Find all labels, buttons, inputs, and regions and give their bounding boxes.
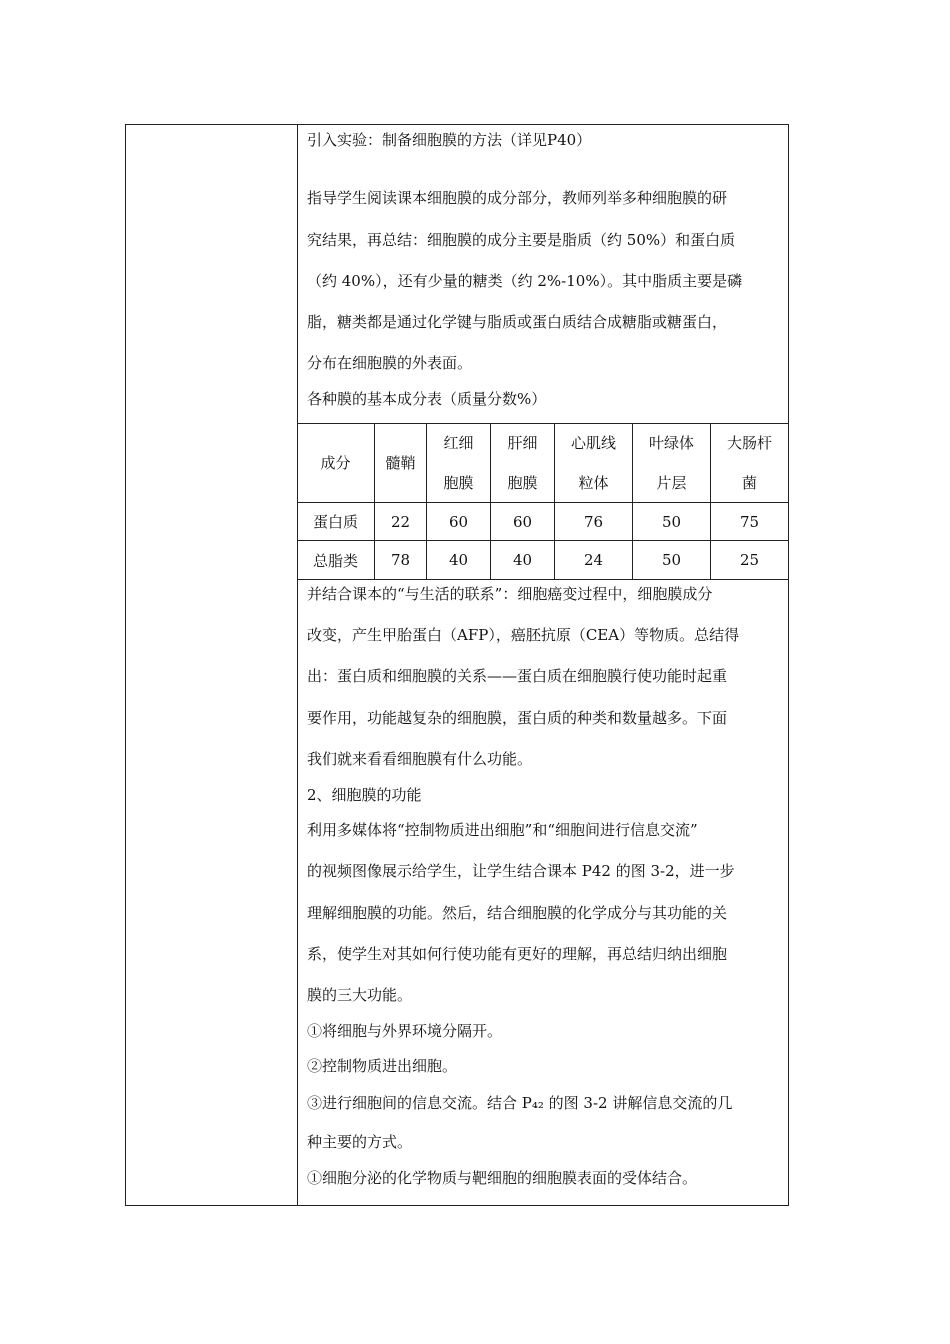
table-cell: 总脂类 bbox=[297, 541, 375, 580]
para1-line: 究结果，再总结：细胞膜的成分主要是脂质（约 50%）和蛋白质 bbox=[307, 231, 736, 249]
function-item: ①细胞分泌的化学物质与靶细胞的细胞膜表面的受体结合。 bbox=[307, 1169, 698, 1187]
para2-line: 出：蛋白质和细胞膜的关系——蛋白质在细胞膜行使功能时起重 bbox=[307, 667, 728, 685]
table-cell: 40 bbox=[491, 541, 555, 580]
table-cell: 25 bbox=[711, 541, 789, 580]
para1-line: 指导学生阅读课本细胞膜的成分部分，教师列举多种细胞膜的研 bbox=[307, 189, 728, 207]
table-cell: 50 bbox=[633, 503, 711, 541]
table-cell: 24 bbox=[555, 541, 633, 580]
table-cell: 60 bbox=[427, 503, 491, 541]
header-cell bbox=[633, 423, 711, 503]
function-item: ③进行细胞间的信息交流。结合 P₄₂ 的图 3-2 讲解信息交流的几 bbox=[307, 1094, 733, 1112]
header-line: 胞膜 bbox=[507, 473, 538, 492]
para3-line: 利用多媒体将“控制物质进出细胞”和“细胞间进行信息交流” bbox=[307, 821, 698, 839]
header-cell: 髓鞘 bbox=[375, 423, 427, 503]
table-cell: 22 bbox=[375, 503, 427, 541]
table-cell: 60 bbox=[491, 503, 555, 541]
para3-line: 的视频图像展示给学生，让学生结合课本 P42 的图 3-2，进一步 bbox=[307, 862, 735, 880]
para3-line: 膜的三大功能。 bbox=[307, 986, 413, 1004]
table-cell: 50 bbox=[633, 541, 711, 580]
para2-line: 并结合课本的“与生活的联系”：细胞癌变过程中，细胞膜成分 bbox=[307, 585, 713, 603]
column-divider bbox=[297, 124, 298, 1206]
header-line: 菌 bbox=[741, 473, 757, 492]
header-cell: 成分 bbox=[297, 423, 375, 503]
table-cell: 76 bbox=[555, 503, 633, 541]
para2-line: 改变，产生甲胎蛋白（AFP），癌胚抗原（CEA）等物质。总结得 bbox=[307, 626, 740, 644]
intro-line: 引入实验：制备细胞膜的方法（详见P40） bbox=[307, 131, 592, 149]
para1-line: （约 40%），还有少量的糖类（约 2%-10%）。其中脂质主要是磷 bbox=[307, 272, 743, 290]
header-line: 粒体 bbox=[578, 473, 609, 492]
section-title: 2、细胞膜的功能 bbox=[307, 786, 422, 804]
para3-line: 理解细胞膜的功能。然后，结合细胞膜的化学成分与其功能的关 bbox=[307, 904, 728, 922]
para2-line: 我们就来看看细胞膜有什么功能。 bbox=[307, 750, 533, 768]
composition-table bbox=[297, 423, 789, 580]
header-line: 叶绿体 bbox=[648, 433, 694, 452]
para3-line: 系，使学生对其如何行使功能有更好的理解，再总结归纳出细胞 bbox=[307, 945, 728, 963]
function-item: 种主要的方式。 bbox=[307, 1133, 413, 1151]
header-cell bbox=[427, 423, 491, 503]
header-line: 大肠杆 bbox=[726, 433, 772, 452]
table-cell: 蛋白质 bbox=[297, 503, 375, 541]
para2-line: 要作用，功能越复杂的细胞膜，蛋白质的种类和数量越多。下面 bbox=[307, 709, 728, 727]
header-line: 胞膜 bbox=[443, 473, 474, 492]
header-line: 红细 bbox=[443, 433, 474, 452]
function-item: ①将细胞与外界环境分隔开。 bbox=[307, 1022, 503, 1040]
para1-line: 脂，糖类都是通过化学键与脂质或蛋白质结合成糖脂或糖蛋白， bbox=[307, 313, 728, 331]
header-cell bbox=[491, 423, 555, 503]
header-cell bbox=[555, 423, 633, 503]
header-cell bbox=[711, 423, 789, 503]
function-item: ②控制物质进出细胞。 bbox=[307, 1057, 458, 1075]
table-cell: 78 bbox=[375, 541, 427, 580]
table-cell: 40 bbox=[427, 541, 491, 580]
para1-line: 分布在细胞膜的外表面。 bbox=[307, 354, 473, 372]
header-line: 肝细 bbox=[507, 433, 538, 452]
table-cell: 75 bbox=[711, 503, 789, 541]
table-caption: 各种膜的基本成分表（质量分数%） bbox=[307, 390, 547, 408]
header-line: 片层 bbox=[656, 473, 687, 492]
header-line: 心肌线 bbox=[570, 433, 616, 452]
